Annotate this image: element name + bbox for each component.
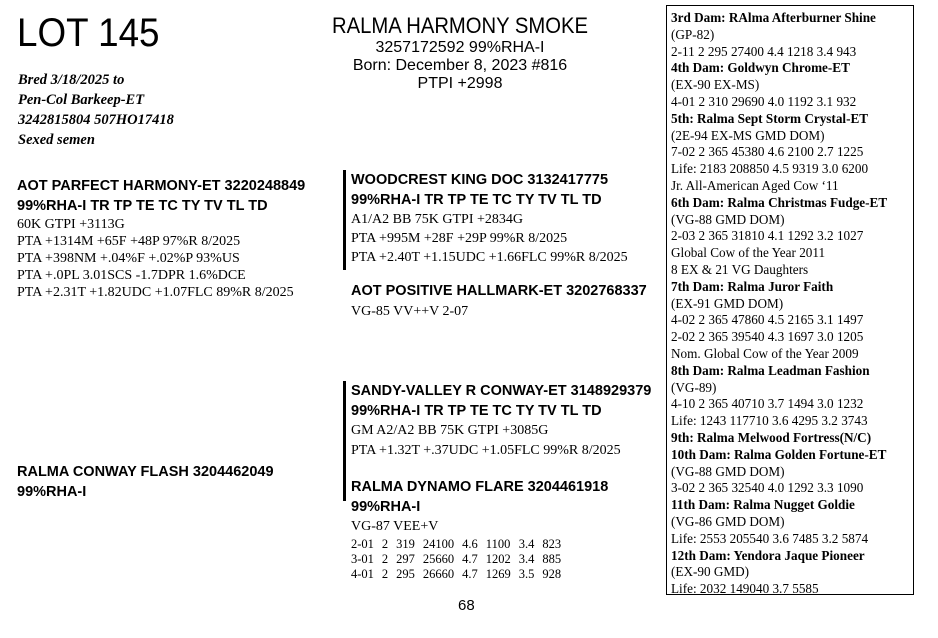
ancestor-detail: 7-02 2 365 45380 4.6 2100 2.7 1225 [671,144,864,160]
sire-sire-name: WOODCREST KING DOC 3132417775 [351,172,609,188]
sire-line: PTA +.0PL 3.01SCS -1.7DPR 1.6%DCE [17,268,246,283]
dam-sire-block [351,381,651,461]
page-number: 68 [458,597,475,614]
lactation-cell: 25660 [422,552,455,566]
ancestry-box [666,5,914,595]
ancestor-detail: 8 EX & 21 VG Daughters [671,261,809,277]
ancestor-heading: 12th Dam: Yendora Jaque Pioneer [671,547,865,563]
ancestor-detail: Life: 2183 208850 4.5 9319 3.0 6200 [671,161,869,177]
ancestor-heading: 6th Dam: Ralma Christmas Fudge-ET [671,194,888,210]
lactation-cell: 928 [542,567,562,581]
lactation-row [351,552,569,567]
lactation-cell: 1269 [485,567,511,581]
dam-sire-line: GM A2/A2 BB 75K GTPI +3085G [351,423,549,438]
lactation-cell: 2 [381,537,389,551]
ancestor-heading: 11th Dam: Ralma Nugget Goldie [671,497,855,513]
ancestor-detail: Life: 2553 205540 3.6 7485 3.2 5874 [671,530,869,546]
ancestor-detail: Life: 2032 149040 3.7 5585 [671,581,819,597]
sire-block [17,176,305,301]
dam-dam-codes: 99%RHA-I [351,499,421,515]
sire-dam-block [351,281,647,323]
dam-dam-classification: VG-87 VEE+V [351,519,439,534]
ancestor-detail: (EX-90 GMD) [671,564,750,580]
ancestor-heading: 10th Dam: Ralma Golden Fortune-ET [671,446,887,462]
bred-line: 3242815804 507HO17418 [18,112,174,128]
sire-dam-name: AOT POSITIVE HALLMARK-ET 3202768337 [351,283,647,299]
sire-sire-block [351,170,628,267]
lactation-row [351,567,569,582]
dam-block [17,462,274,502]
sire-line: PTA +2.31T +1.82UDC +1.07FLC 89%R 8/2025 [17,285,294,300]
sire-line: PTA +398NM +.04%F +.02%P 93%US [17,251,240,266]
lactation-cell: 297 [396,552,415,566]
ancestor-detail: Jr. All-American Aged Cow ‘11 [671,177,839,193]
animal-name: RALMA HARMONY SMOKE [331,13,589,38]
sire-line: 60K GTPI +3113G [17,217,125,232]
ancestor-detail: (VG-86 GMD DOM) [671,513,785,529]
lactation-cell: 2-01 [351,537,374,551]
ancestor-detail: (VG-88 GMD DOM) [671,463,785,479]
sire-name: AOT PARFECT HARMONY-ET 3220248849 [17,178,306,194]
lactation-cell: 26660 [422,567,455,581]
ancestor-detail: (VG-88 GMD DOM) [671,211,785,227]
ancestor-detail: 2-11 2 295 27400 4.4 1218 3.4 943 [671,43,857,59]
pedigree-bracket [343,170,346,270]
ancestor-detail: (EX-91 GMD DOM) [671,295,784,311]
ancestor-detail: 4-01 2 310 29690 4.0 1192 3.1 932 [671,93,857,109]
bred-line: Sexed semen [18,132,95,148]
dam-sire-name: SANDY-VALLEY R CONWAY-ET 3148929379 [351,383,652,399]
ancestor-heading: 7th Dam: Ralma Juror Faith [671,278,834,294]
bred-line: Pen-Col Barkeep-ET [18,92,145,108]
ancestor-detail: 2-03 2 365 31810 4.1 1292 3.2 1027 [671,228,864,244]
sire-line: PTA +1314M +65F +48P 97%R 8/2025 [17,234,241,249]
lactation-cell: 823 [542,537,562,551]
bred-info [18,70,174,150]
lactation-table [351,537,569,582]
ancestor-heading: 9th: Ralma Melwood Fortress(N/C) [671,429,872,445]
sire-sire-line: PTA +2.40T +1.15UDC +1.66FLC 99%R 8/2025 [351,250,628,265]
animal-registration: 3257172592 99%RHA-I [375,39,545,56]
lactation-cell: 4.7 [462,552,478,566]
lactation-cell: 4.6 [462,537,478,551]
lactation-row [351,537,569,552]
dam-dam-block [351,477,608,582]
lactation-cell: 2 [381,552,389,566]
lactation-cell: 295 [396,567,415,581]
ancestor-detail: (GP-82) [671,26,715,42]
animal-born: Born: December 8, 2023 #816 [352,57,568,74]
lactation-cell: 4.7 [462,567,478,581]
lactation-cell: 3.4 [518,552,535,566]
sire-sire-codes: 99%RHA-I TR TP TE TC TY TV TL TD [351,192,602,208]
sire-sire-line: A1/A2 BB 75K GTPI +2834G [351,212,524,227]
lactation-cell: 319 [396,537,415,551]
ancestor-heading: 3rd Dam: RAlma Afterburner Shine [671,10,876,25]
ancestor-detail: 4-10 2 365 40710 3.7 1494 3.0 1232 [671,396,864,412]
lactation-cell: 885 [542,552,562,566]
dam-dam-name: RALMA DYNAMO FLARE 3204461918 [351,479,609,495]
lactation-cell: 2 [381,567,389,581]
sire-codes: 99%RHA-I TR TP TE TC TY TV TL TD [17,198,268,214]
lactation-cell: 4-01 [351,567,374,581]
sire-dam-line: VG-85 VV++V 2-07 [351,304,469,319]
ancestor-detail: 3-02 2 365 32540 4.0 1292 3.3 1090 [671,480,864,496]
lactation-cell: 3.5 [518,567,535,581]
ancestor-detail: (EX-90 EX-MS) [671,77,760,93]
ancestor-detail: Global Cow of the Year 2011 [671,245,826,261]
bred-line: Bred 3/18/2025 to [18,72,125,88]
ancestor-detail: (2E-94 EX-MS GMD DOM) [671,127,825,143]
lactation-cell: 3-01 [351,552,374,566]
lactation-cell: 1100 [485,537,511,551]
dam-sire-line: PTA +1.32T +.37UDC +1.05FLC 99%R 8/2025 [351,443,621,458]
lactation-cell: 1202 [485,552,511,566]
ancestor-heading: 4th Dam: Goldwyn Chrome-ET [671,60,850,76]
ancestor-detail: (VG-89) [671,379,717,395]
dam-codes: 99%RHA-I [17,484,87,500]
animal-ptpi: PTPI +2998 [417,75,503,92]
lactation-cell: 24100 [422,537,455,551]
dam-sire-codes: 99%RHA-I TR TP TE TC TY TV TL TD [351,403,602,419]
ancestor-detail: 2-02 2 365 39540 4.3 1697 3.0 1205 [671,329,864,345]
ancestor-detail: Nom. Global Cow of the Year 2009 [671,345,859,361]
ancestor-detail: Life: 1243 117710 3.6 4295 3.2 3743 [671,413,868,429]
lactation-cell: 3.4 [518,537,535,551]
pedigree-bracket [343,381,346,501]
ancestor-heading: 8th Dam: Ralma Leadman Fashion [671,362,870,378]
animal-header [290,13,630,93]
sire-sire-line: PTA +995M +28F +29P 99%R 8/2025 [351,231,568,246]
lot-number: LOT 145 [17,11,160,55]
ancestor-detail: 4-02 2 365 47860 4.5 2165 3.1 1497 [671,312,864,328]
ancestor-heading: 5th: Ralma Sept Storm Crystal-ET [671,110,869,126]
dam-name: RALMA CONWAY FLASH 3204462049 [17,464,274,480]
